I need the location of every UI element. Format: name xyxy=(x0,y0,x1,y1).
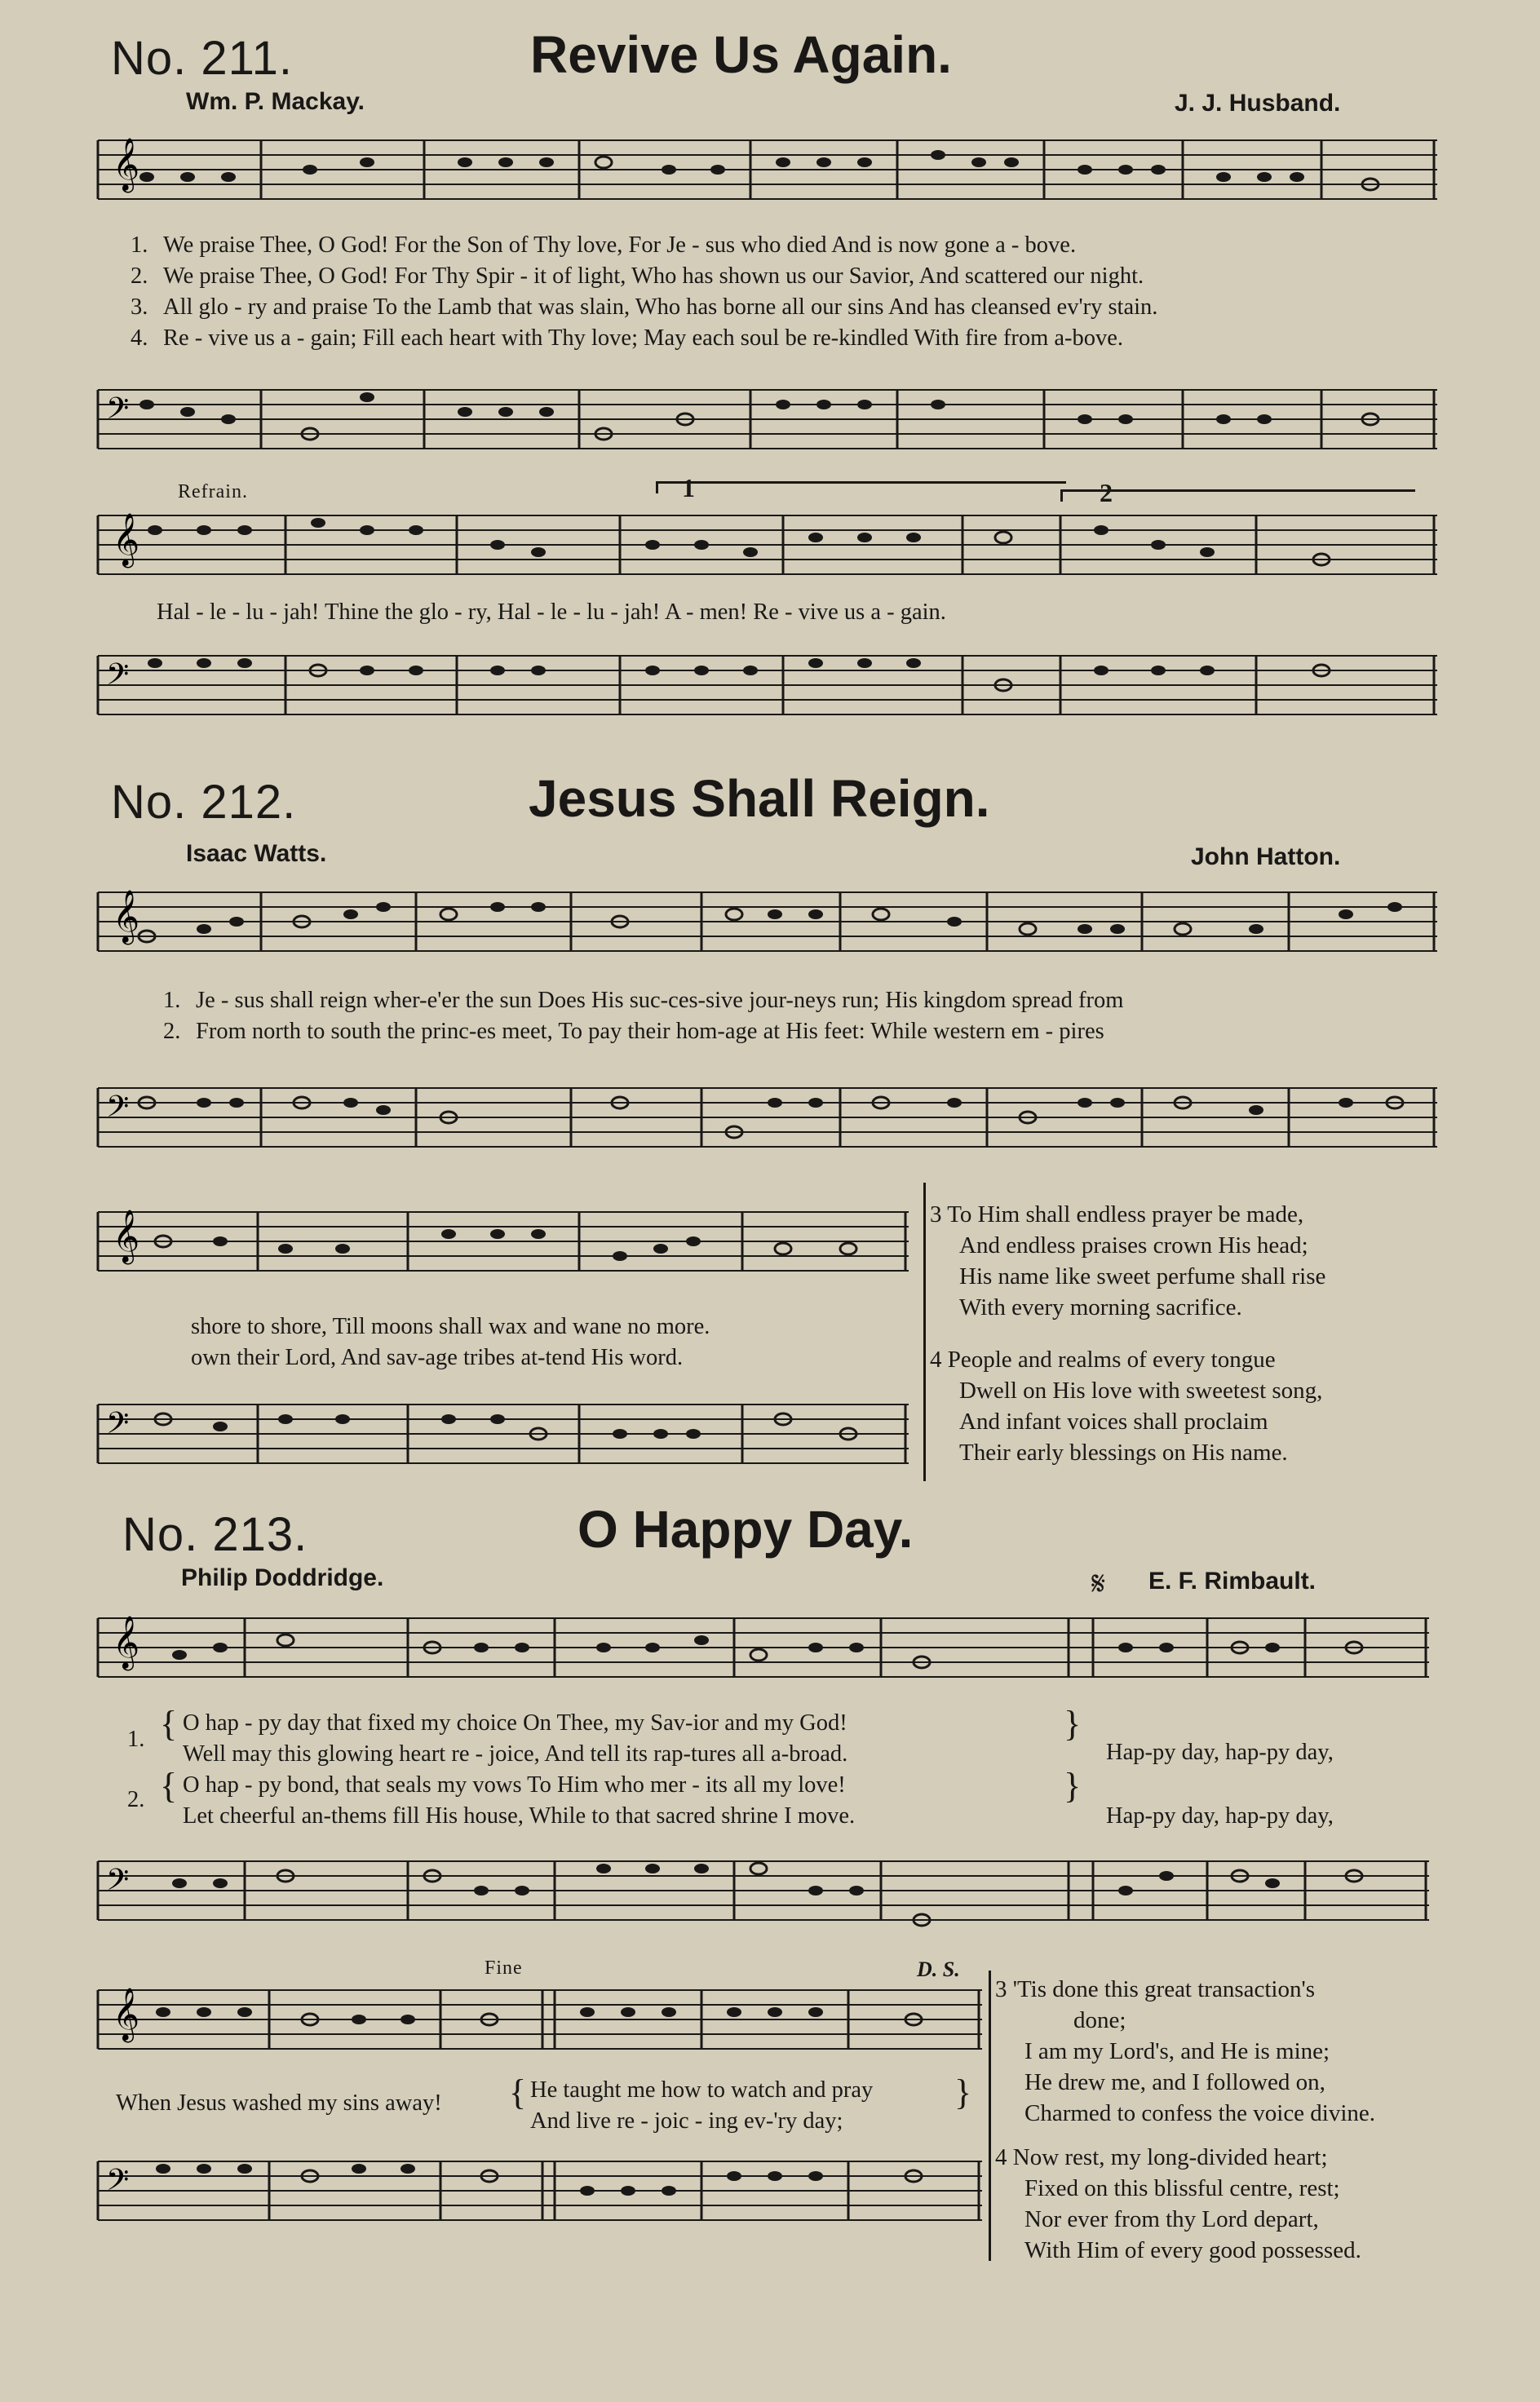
verse-text: Re - vive us a - gain; Fill each heart with Thy love; May each soul be re-kindled With fire from a-bove. xyxy=(163,325,1124,351)
side-verse-number: 4 xyxy=(995,2144,1007,2170)
side-verse-4 xyxy=(930,1344,1322,1468)
music-staff xyxy=(98,512,1437,600)
hymn-title: Revive Us Again. xyxy=(530,25,952,84)
hymn-number: No. 213. xyxy=(122,1508,308,1561)
side-verse-line: Fixed on this blissful centre, rest; xyxy=(1024,2175,1340,2201)
verse-line xyxy=(131,292,1157,323)
verse-number: 2. xyxy=(163,1019,181,1044)
side-verse-line: 'Tis done this great transaction's xyxy=(1012,1976,1315,2002)
hymn-number: No. 211. xyxy=(111,32,293,85)
words-author: Philip Doddridge. xyxy=(181,1564,384,1591)
verse-tail: Hap-py day, hap-py day, xyxy=(1106,1740,1334,1765)
side-verse-line: People and realms of every tongue xyxy=(947,1347,1276,1373)
verse-text: From north to south the princ-es meet, To pay their hom-age at His feet: While western em - pires xyxy=(196,1019,1104,1044)
side-verse-line: Charmed to confess the voice divine. xyxy=(1024,2100,1376,2126)
hymn-title: Jesus Shall Reign. xyxy=(529,769,990,828)
dal-segno-marking: D. S. xyxy=(917,1957,960,1981)
verse-line: And live re - joic - ing ev-'ry day; xyxy=(530,2108,843,2134)
verse-text: Je - sus shall reign wher-e'er the sun Does His suc-ces-sive jour-neys run; His kingdom spread from xyxy=(196,988,1124,1013)
verse-number: 2. xyxy=(127,1787,145,1812)
column-divider xyxy=(923,1183,926,1481)
fine-marking: Fine xyxy=(485,1957,523,1979)
verse-number: 3. xyxy=(131,294,148,320)
music-staff xyxy=(98,137,1437,225)
music-staff xyxy=(98,889,1437,977)
side-verse-line: To Him shall endless prayer be made, xyxy=(947,1201,1304,1228)
right-brace-icon: } xyxy=(1064,1704,1082,1744)
right-brace-icon: } xyxy=(954,2072,972,2112)
left-brace-icon: { xyxy=(160,1704,178,1744)
side-verse-line: done; xyxy=(1073,2007,1126,2033)
bass-staff xyxy=(98,2158,987,2223)
side-verse-line: With Him of every good possessed. xyxy=(1024,2237,1361,2263)
left-brace-icon: { xyxy=(160,1766,178,1806)
column-divider xyxy=(989,1971,991,2261)
side-verse-line: And infant voices shall proclaim xyxy=(959,1409,1268,1435)
side-verse-4 xyxy=(995,2142,1361,2266)
svg-text:𝄞: 𝄞 xyxy=(113,138,140,191)
svg-text:𝄢: 𝄢 xyxy=(106,1090,130,1131)
verse-number: 2. xyxy=(131,263,148,289)
side-verse-line: I am my Lord's, and He is mine; xyxy=(1024,2038,1330,2064)
verse-line xyxy=(163,1016,1104,1047)
verse-line: shore to shore, Till moons shall wax and wane no more. xyxy=(191,1314,710,1339)
verse-text: All glo - ry and praise To the Lamb that was slain, Who has borne all our sins And has cleansed ev'ry stain. xyxy=(163,294,1158,320)
music-author: E. F. Rimbault. xyxy=(1148,1568,1317,1595)
verse-line xyxy=(131,323,1123,354)
side-verse-3 xyxy=(930,1199,1325,1323)
verse-line: When Jesus washed my sins away! xyxy=(116,2090,442,2116)
side-verse-line: Dwell on His love with sweetest song, xyxy=(959,1378,1323,1404)
verse-line: O hap - py bond, that seals my vows To Him who mer - its all my love! xyxy=(183,1772,846,1798)
right-brace-icon: } xyxy=(1064,1766,1082,1806)
hymn-title: O Happy Day. xyxy=(578,1500,914,1559)
verse-line xyxy=(131,261,1144,292)
verse-line: O hap - py day that fixed my choice On Thee, my Sav-ior and my God! xyxy=(183,1710,847,1736)
bass-staff xyxy=(98,1401,914,1466)
svg-text:𝄢: 𝄢 xyxy=(106,657,130,699)
verse-line: He taught me how to watch and pray xyxy=(530,2077,874,2103)
bass-staff xyxy=(98,652,1437,718)
verse-tail: Hap-py day, hap-py day, xyxy=(1106,1803,1334,1829)
side-verse-number: 4 xyxy=(930,1347,942,1373)
verse-number: 1. xyxy=(163,988,181,1013)
words-author: Isaac Watts. xyxy=(186,840,327,867)
music-author: John Hatton. xyxy=(1191,843,1341,870)
verse-line: Let cheerful an-thems fill His house, While to that sacred shrine I move. xyxy=(183,1803,856,1829)
side-verse-line: He drew me, and I followed on, xyxy=(1024,2069,1325,2095)
words-author: Wm. P. Mackay. xyxy=(186,88,365,115)
verse-line xyxy=(131,230,1076,261)
music-author: J. J. Husband. xyxy=(1175,90,1341,117)
verse-number: 1. xyxy=(127,1727,145,1752)
verse-line xyxy=(163,985,1123,1016)
svg-text:𝄢: 𝄢 xyxy=(106,1406,130,1448)
bass-staff xyxy=(98,1085,1437,1150)
svg-text:𝄞: 𝄞 xyxy=(113,890,140,943)
side-verse-line: Nor ever from thy Lord depart, xyxy=(1024,2206,1319,2232)
first-ending-number: 1 xyxy=(682,473,695,502)
segno-icon: 𝄋 xyxy=(1091,1565,1106,1602)
verse-text: We praise Thee, O God! For Thy Spir - it of light, Who has shown us our Savior, And scattered our night. xyxy=(163,263,1144,289)
second-ending-bracket xyxy=(1060,489,1415,502)
refrain-label: Refrain. xyxy=(178,481,248,502)
svg-text:𝄢: 𝄢 xyxy=(106,391,130,433)
refrain-text: Hal - le - lu - jah! Thine the glo - ry, Hal - le - lu - jah! A - men! Re - vive us a - gain. xyxy=(157,599,946,625)
bass-staff xyxy=(98,387,1437,452)
side-verse-number: 3 xyxy=(930,1201,942,1228)
svg-text:𝄞: 𝄞 xyxy=(113,1616,140,1669)
first-ending-bracket xyxy=(656,481,1066,493)
svg-text:𝄞: 𝄞 xyxy=(113,513,140,566)
side-verse-3 xyxy=(995,1974,1375,2129)
verse-line: own their Lord, And sav-age tribes at-tend His word. xyxy=(191,1345,684,1370)
side-verse-number: 3 xyxy=(995,1976,1007,2002)
svg-text:𝄢: 𝄢 xyxy=(106,2163,130,2205)
side-verse-line: His name like sweet perfume shall rise xyxy=(959,1263,1326,1289)
side-verse-line: Their early blessings on His name. xyxy=(959,1440,1288,1466)
left-brace-icon: { xyxy=(509,2072,527,2112)
side-verse-line: With every morning sacrifice. xyxy=(959,1294,1242,1320)
hymn-number: No. 212. xyxy=(111,776,297,829)
svg-text:𝄢: 𝄢 xyxy=(106,1863,130,1904)
verse-line: Well may this glowing heart re - joice, And tell its rap-tures all a-broad. xyxy=(183,1741,848,1767)
verse-number: 4. xyxy=(131,325,148,351)
second-ending-number: 2 xyxy=(1100,478,1113,507)
verse-text: We praise Thee, O God! For the Son of Thy love, For Je - sus who died And is now gone a - bove. xyxy=(163,232,1077,258)
music-staff xyxy=(98,1615,1429,1703)
music-staff xyxy=(98,1987,987,2075)
svg-text:𝄞: 𝄞 xyxy=(113,1210,140,1263)
music-staff xyxy=(98,1209,914,1297)
verse-number: 1. xyxy=(131,232,148,258)
svg-text:𝄞: 𝄞 xyxy=(113,1988,140,2041)
side-verse-line: Now rest, my long-divided heart; xyxy=(1012,2144,1328,2170)
bass-staff xyxy=(98,1858,1429,1923)
side-verse-line: And endless praises crown His head; xyxy=(959,1232,1308,1259)
